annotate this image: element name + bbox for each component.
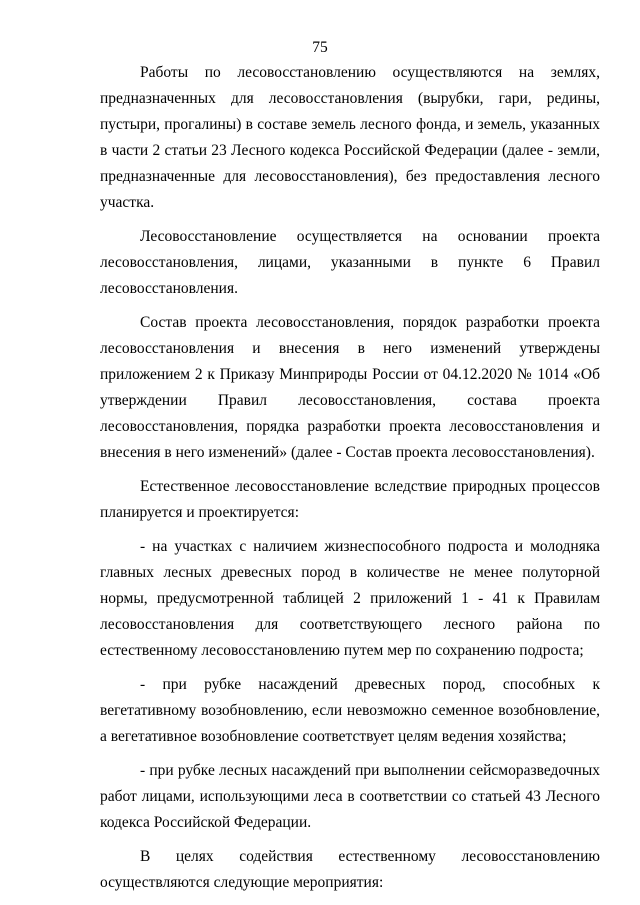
list-item-2: - при рубке насаждений древесных пород, способных к вегетативному возобновлению, если невозможно семенное возобновление, а вегетативное возобновление соответствует целям ведения хозяйства; — [100, 676, 600, 745]
document-body — [100, 60, 600, 904]
list-item-1: - на участках с наличием жизнеспособного подроста и молодняка главных лесных древесных пород в количестве не менее полуторной нормы, предусмотренной таблицей 2 приложений 1 - 41 к Правилам лесовосстановления для соответствующего лесного района по естественному лесовосстановлению путем мер по сохранению подроста; — [100, 538, 600, 659]
paragraph-3: Состав проекта лесовосстановления, порядок разработки проекта лесовосстановления и внесения в него изменений утверждены приложением 2 к Приказу Минприроды России от 04.12.2020 № 1014 «Об утверждении Правил лесовосстановления, состава проекта лесовосстановления, порядка разработки проекта лесовосстановления и внесения в него изменений» (далее - Состав проекта лесовосстановления). — [100, 314, 600, 461]
paragraph-1: Работы по лесовосстановлению осуществляются на землях, предназначенных для лесовосстановления (вырубки, гари, редины, пустыри, прогалины) в составе земель лесного фонда, и земель, указанных в части 2 статьи 23 Лесного кодекса Российской Федерации (далее - земли, предназначенные для лесовосстановления), без предоставления лесного участка. — [100, 64, 600, 211]
page-number: 75 — [312, 39, 328, 56]
list-item-3: - при рубке лесных насаждений при выполнении сейсморазведочных работ лицами, использующими леса в соответствии со статьей 43 Лесного кодекса Российской Федерации. — [100, 762, 600, 831]
paragraph-2: Лесовосстановление осуществляется на основании проекта лесовосстановления, лицами, указанными в пункте 6 Правил лесовосстановления. — [100, 228, 600, 297]
paragraph-4: Естественное лесовосстановление вследствие природных процессов планируется и проектируется: — [100, 478, 600, 521]
paragraph-5: В целях содействия естественному лесовосстановлению осуществляются следующие мероприятия: — [100, 848, 600, 891]
